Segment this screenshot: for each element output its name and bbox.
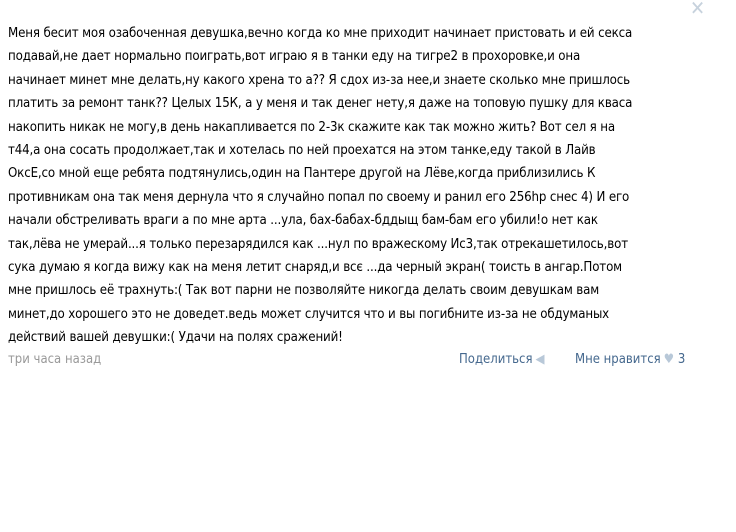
like-label: Мне нравится [575, 352, 661, 367]
heart-icon: ♥ [663, 352, 675, 367]
post-footer [8, 352, 698, 372]
post-line: минет,до хорошего это не доведет.ведь может случится что и вы погибните из-за не обдуманых [8, 306, 610, 322]
post-line: начинает минет мне делать,ну какого хрена то а?? Я сдох из-за нее,и знаете сколько мне пришлось [8, 72, 630, 88]
post-line: сука думаю я когда вижу как на меня летит снаряд,и всє ...да черный экран( тоисть в ангар.Потом [8, 259, 622, 275]
post-line: так,лёва не умерай...я только перезарядился как ...нул по вражескому Ис3,так отрекашетилось,вот [8, 236, 628, 252]
megaphone-icon: ◀ [535, 352, 545, 367]
close-icon[interactable]: ✕ [690, 0, 706, 20]
like-button[interactable] [575, 352, 685, 367]
post-text [8, 22, 728, 349]
post-line: накопить никак не могу,в день накапливается по 2-3к скажите как так можно жить? Вот сел я на [8, 119, 616, 135]
share-button[interactable] [459, 352, 544, 367]
post-line: платить за ремонт танк?? Целых 15К, а у меня и так денег нету,я даже на топовую пушку для кваса [8, 96, 633, 112]
like-count: 3 [677, 352, 686, 367]
post-line: противникам она так меня дернула что я случайно попал по своему и ранил его 256hp снес 4) И его [8, 189, 630, 205]
post-line: ОксЕ,со мной еще ребята подтянулись,один на Пантере другой на Лёве,когда приблизились К [8, 166, 596, 182]
post-line: т44,а она сосать продолжает,так и хотелась по ней проехатся на этом танке,еду такой в Лайв [8, 142, 596, 158]
post-line: подавай,не дает нормально поиграть,вот играю я в танки еду на тигре2 в прохоровке,и она [8, 49, 581, 65]
share-label: Поделиться [459, 352, 533, 367]
post-time[interactable]: три часа назад [8, 352, 102, 367]
post-line: начали обстреливать враги а по мне арта ...ула, бах-бабах-бддыщ бам-бам его убили!о нет как [8, 213, 598, 229]
post-line: действий вашей девушки:( Удачи на полях сражений! [8, 330, 343, 346]
post-line: Меня бесит моя озабоченная девушка,вечно когда ко мне приходит начинает пристовать и ей секса [8, 26, 633, 41]
post-line: мне пришлось её трахнуть:( Так вот парни не позволяйте никогда делать своим девушкам вам [8, 283, 600, 299]
